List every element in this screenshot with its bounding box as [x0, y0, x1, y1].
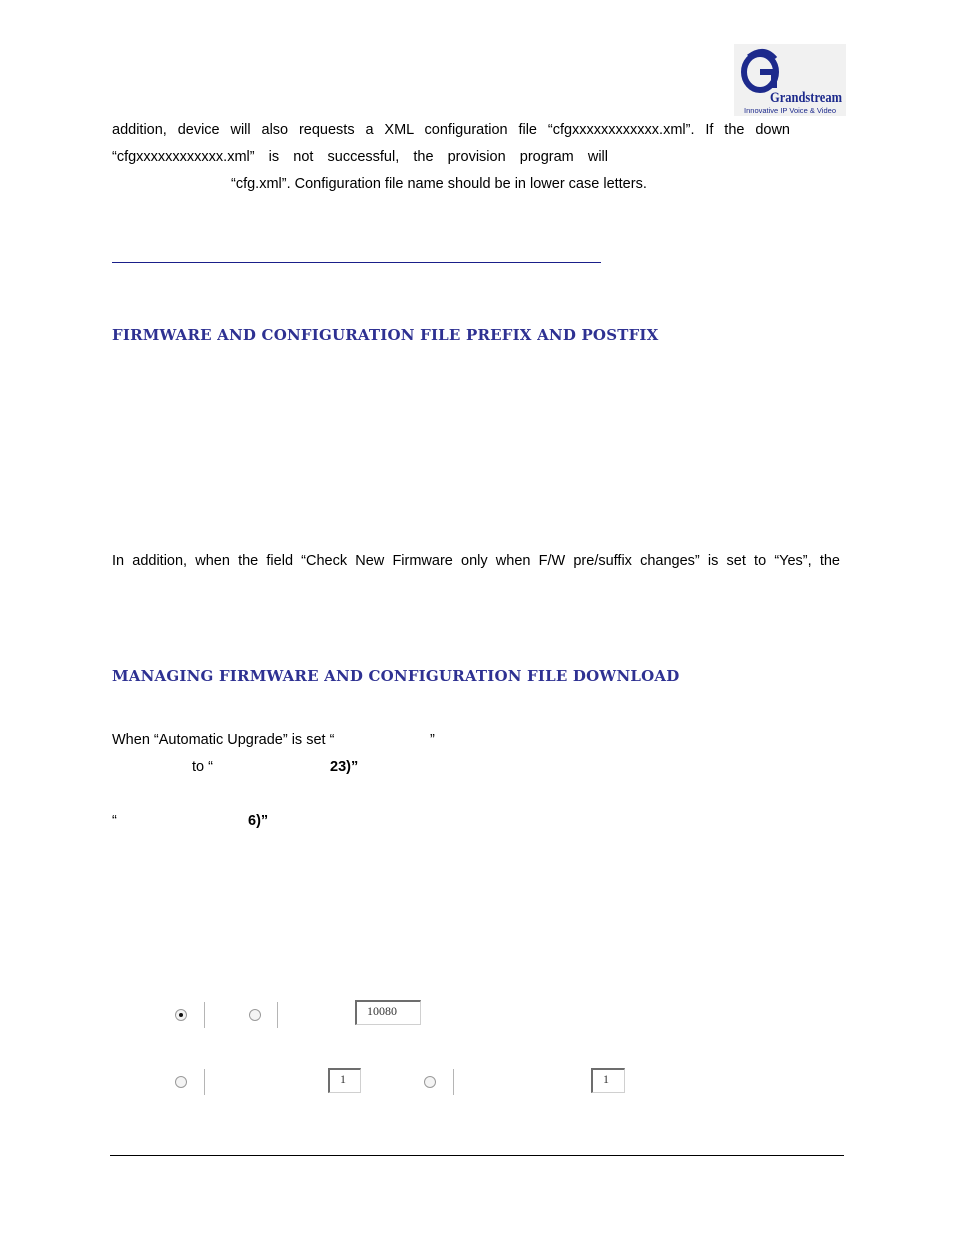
- paragraph-3-line-2b: 23)”: [330, 759, 359, 775]
- section-heading-prefix-postfix: FIRMWARE AND CONFIGURATION FILE PREFIX AND POSTFIX: [112, 326, 659, 344]
- grandstream-logo: [734, 44, 846, 116]
- radio-option-4[interactable]: [424, 1076, 436, 1088]
- svg-text:Innovative IP Voice & Video: Innovative IP Voice & Video: [744, 108, 837, 115]
- upgrade-day-input[interactable]: 1: [591, 1068, 625, 1093]
- paragraph-1-line-2: “cfgxxxxxxxxxxxx.xml” is not successful, the provision program will: [112, 149, 608, 165]
- upgrade-hour-input[interactable]: 1: [328, 1068, 361, 1093]
- field-separator: [277, 1002, 278, 1028]
- upgrade-interval-minutes-input[interactable]: 10080: [355, 1000, 421, 1025]
- paragraph-1-line-1: addition, device will also requests a XML configuration file “cfgxxxxxxxxxxxx.xml”. If the down: [112, 122, 790, 138]
- section-heading-managing-download: MANAGING FIRMWARE AND CONFIGURATION FILE DOWNLOAD: [112, 667, 680, 685]
- paragraph-3-line-3b: 6)”: [248, 813, 269, 829]
- paragraph-3-line-1b: ”: [430, 732, 435, 748]
- field-separator: [453, 1069, 454, 1095]
- paragraph-1-line-3: “cfg.xml”. Configuration file name should be in lower case letters.: [231, 176, 647, 192]
- radio-option-2[interactable]: [249, 1009, 261, 1021]
- radio-option-1[interactable]: [175, 1009, 187, 1021]
- field-separator: [204, 1002, 205, 1028]
- paragraph-3-line-2a: to “: [192, 759, 213, 775]
- footer-divider: [110, 1155, 844, 1156]
- paragraph-2: In addition, when the field “Check New Firmware only when F/W pre/suffix changes” is set to “Yes”, the: [112, 553, 840, 569]
- svg-text:Grandstream: Grandstream: [770, 90, 843, 106]
- field-separator: [204, 1069, 205, 1095]
- radio-option-3[interactable]: [175, 1076, 187, 1088]
- paragraph-3-line-1a: When “Automatic Upgrade” is set “: [112, 732, 335, 748]
- section-divider: [112, 262, 601, 263]
- paragraph-3-line-3a: “: [112, 813, 117, 829]
